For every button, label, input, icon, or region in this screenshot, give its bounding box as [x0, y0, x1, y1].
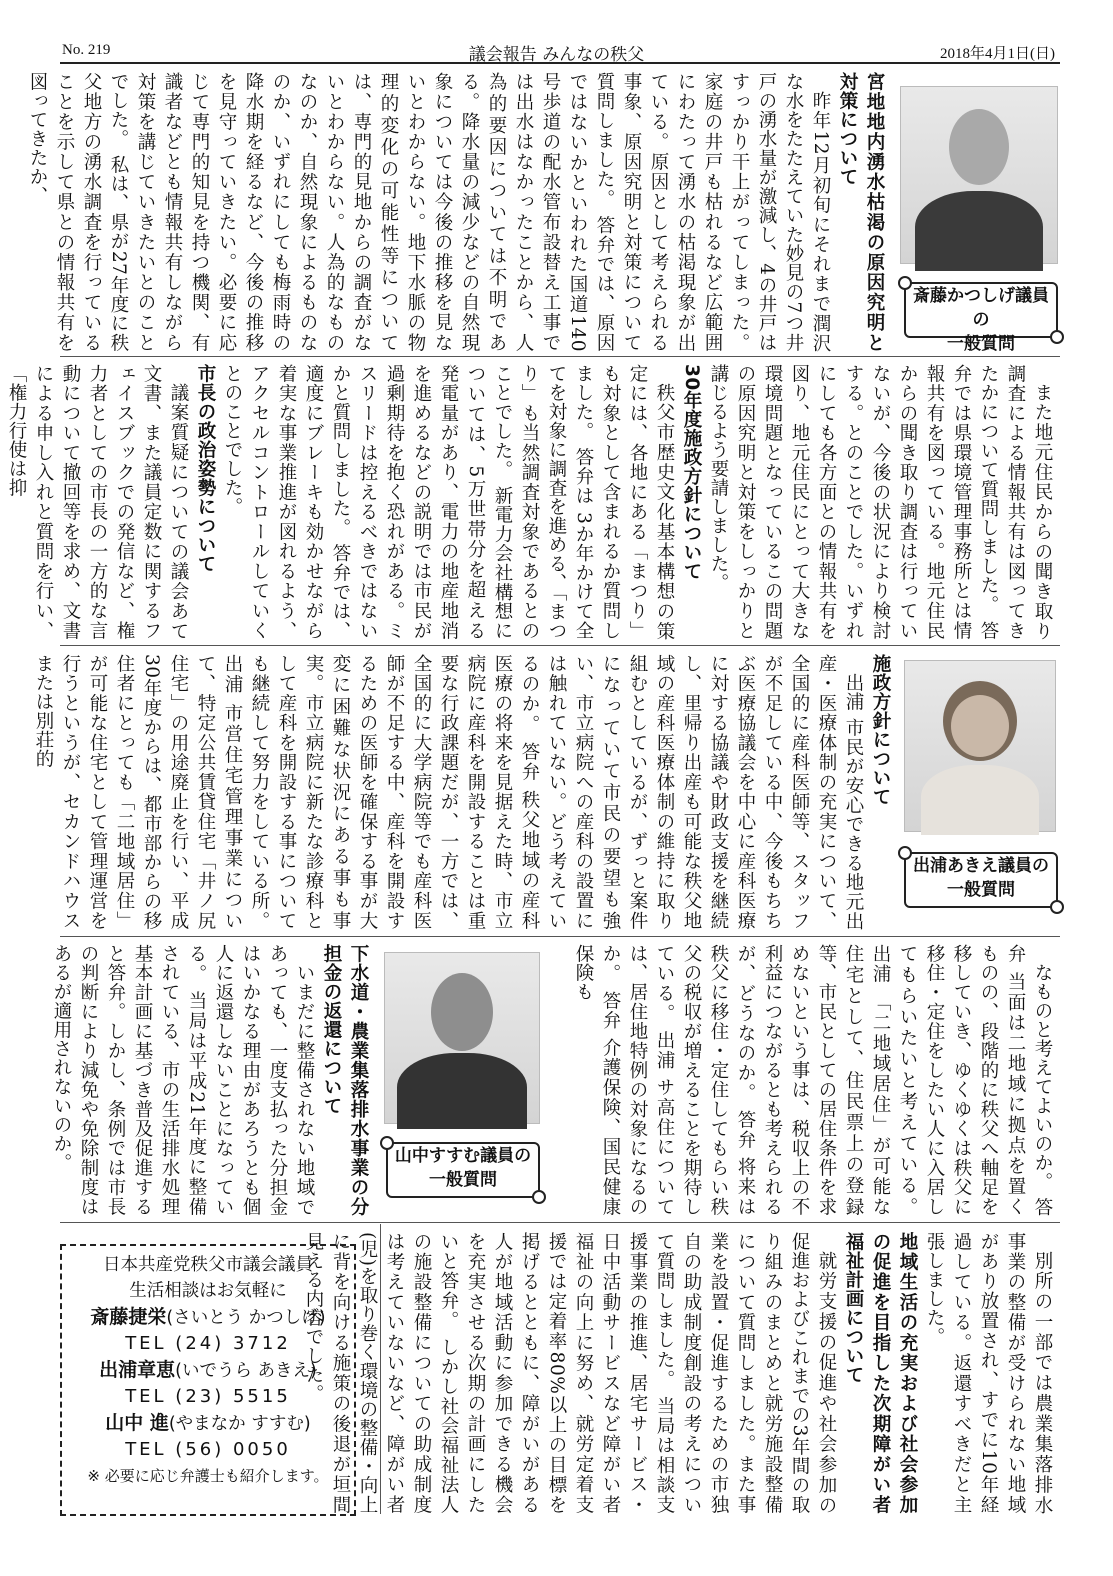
- saito-body-3: 秩父市歴史文化基本構想の策定には、各地にある「まつり」も対象として含まれるか質問しました。 答弁は 3か年かけて全てを対象に調査を進める、「まつり」も当然調査対象であるとのことでした。 新電力会社構想については、5万世帯分を超える発電量があり、電力の地産地消を進めるなどの説明では市民が過剰期待を抱く恐れがある。ミスリードは控えるべきではないかと質問しました。 答弁では、適度にブレーキも効かせながら着実な事業推進が図れるよう、アクセルコントロールしていくとのことでした。: [222, 364, 675, 640]
- saito-heading-2: 30年度施政方針について: [681, 364, 702, 581]
- saito-body-1: 昨年12月初旬にそれまで潤沢な水をたたえていた妙見の7つ井戸の湧水量が激減し、4の井戸はすっかり干上がってしまった。家庭の井戸も枯れるなど広範囲にわたって湧水の枯渇現象が出ている。原因として考えられる事象、原因究明と対策について質問しました。 答弁では、原因ではないかといわれた国道140号歩道の配水管布設替え工事では出水はなかったことから、人為的要因については不明である。降水量の減少などの自然現象については今後の推移を見ないとわからない。地下水脈の物理的変化の可能性等については、専門的見地からの調査がないとわからない。人為的なものなのか、自然現象によるものなのか、いずれにしても梅雨時の降水期を経るなど、今後の推移を見守っていきたい。必要に応じて専門的知見を持つ機関、有識者などとも情報共有しながら対策を講じていきたいとのことでした。 私は、県が27年度に秩父地方の湧水調査を行っていることを示して県との情報共有を図ってきたか、: [27, 72, 831, 352]
- ideura-banner-line1: 出浦あきえ議員の: [913, 856, 1049, 876]
- member-ideura: [62, 1357, 354, 1384]
- ideura-article-1: [33, 654, 894, 930]
- member-name: 出浦章恵: [99, 1359, 176, 1381]
- member-tel: TEL (56) 0050: [125, 1439, 291, 1460]
- yamanaka-photo: [384, 952, 540, 1124]
- yamanaka-banner-line1: 山中すすむ議員の: [394, 1146, 532, 1166]
- member-yamanaka: [62, 1410, 354, 1437]
- member-kana: (やまなか すすむ): [168, 1414, 311, 1434]
- ideura-photo: [904, 660, 1056, 832]
- saito-article-2: [6, 364, 1056, 640]
- ideura-body-2: なものと考えてよいのか。 答弁 当面は二地域に拠点を置くものの、段階的に秩父へ軸足を移していき、ゆくゆくは秩父に移住・定住をしたい人に入居してもらいたいと考えている。 出浦 「二地域居住」が可能な住宅として、住民票上の登録等、市民としての居住条件を求めないという事は、税収上の不利益につながるとも考えられるが、どうなのか。 答弁 将来は秩父に移住・定住してもらい秩父の税収が増えることを期待している。 出浦 サ高住については、居住地特例の対象になるのか。 答弁 介護保険、国民健康保険も: [573, 944, 1053, 1216]
- contact-note: ※ 必要に応じ弁護士も紹介します。: [87, 1467, 329, 1485]
- issue-number: No. 219: [62, 42, 111, 58]
- ideura-body-1: 出浦 市民が安心できる地元出産・医療体制の充実について、全国的に産科医師等、スタッフが不足している中、今後もちちぶ医療協議会を中心に産科医療に対する協議や財政支援を継続し、里帰り出産も可能な秩父地域の産科医療体制の維持に取り組むとしているが、ずっと案件になっていて市民の要望も強い、市立病院への産科の設置には触れていない。どう考えているのか。 答弁 秩父地域の産科医療の将来を見据えた時、市立病院に産科を開設することは重要な行政課題だが、一方では、全国的に大学病院等でも産科医師が不足する中、産科を開設するための医師を確保する事が大変に困難な状況にある事も事実。市立病院に新たな診療科として産科を開設する事についても継続して努力をしている所。 出浦 市営住宅管理事業について、特定公共賃貸住宅「井ノ尻住宅」の用途廃止を行い、平成30年度からは、都市部からの移住者にとっても「二地域居住」が可能な住宅として管理運営を行うというが、セカンドハウスまたは別荘的: [33, 654, 864, 930]
- saito-banner-line1: 斎藤かつしげ議員の: [913, 286, 1049, 330]
- issue-date: 2018年4月1日(日): [940, 46, 1055, 62]
- saito-article-1: [27, 72, 888, 352]
- ideura-heading-1: 施政方針について: [870, 654, 891, 806]
- section-divider: [60, 1222, 1060, 1223]
- member-kana: (いでうら あきえ): [175, 1361, 317, 1381]
- saito-banner: [904, 282, 1058, 354]
- saito-body-2: また地元住民からの聞き取り調査による情報共有は図ってきたかについて質問しました。 答弁では県環境管理事務所とは情報共有を図っている。地元住民からの聞き取り調査は行っていないが、今後の状況により検討する。とのことでした。いずれにしても各方面との情報共有を図り、地元住民にとって大きな環境問題となっているこの問題の原因究明と対策をしっかりと講じるよう要請しました。: [708, 364, 1053, 640]
- ideura-article-2: [560, 944, 1056, 1216]
- saito-heading-3: 市長の政治姿勢について: [195, 364, 216, 573]
- contact-box: [60, 1244, 356, 1516]
- yamanaka-banner-line2: 一般質問: [429, 1170, 497, 1190]
- contact-title: 日本共産党秩父市議会議員: [103, 1255, 313, 1275]
- bottom-body-2: 就労支援の促進や社会参加の促進およびこれまでの3年間の取り組みのまとめと就労施設整備について質問しました。また事業を設置・促進するための市独自の助成制度創設の考えについて質問しました。 当局は相談支援事業の推進、居宅サービス・日中活動サービスなど障がい者福祉の向上に努め、就労定着支援では定着率80%以上の目標を掲げるとともに、障がいがある人が地域活動に参加できる機会を充実させる次期の計画にしたいと答弁。 しかし社会福祉法人の施設整備についての助成制度は考えていないなど、障がい者(児)を取り巻く環境の整備・向上に背を向ける施策の後退が垣間見える内容でした。: [303, 1232, 837, 1514]
- member-saito: [62, 1304, 354, 1331]
- saito-banner-line2: 一般質問: [947, 334, 1015, 354]
- ideura-banner-line2: 一般質問: [947, 880, 1015, 900]
- member-name: 斎藤捷栄: [90, 1306, 167, 1328]
- section-divider: [60, 356, 1060, 357]
- member-kana: (さいとう かつしげ): [166, 1308, 326, 1328]
- section-divider: [60, 645, 1060, 646]
- yamanaka-body: いまだに整備されない地域であっても、一度支払った分担金はいかなる理由があろうとも個人に返還しないことになっている。 当局は平成21年度に整備されている、市の生活排水処理基本計画に基づき普及促進すると答弁。しかし、条例では市長の判断により減免や免除制度はあるが適用されないのか。: [51, 944, 315, 1216]
- member-tel: TEL (23) 5515: [125, 1386, 291, 1407]
- bottom-article: [303, 1232, 1056, 1514]
- member-tel: TEL (24) 3712: [125, 1333, 291, 1354]
- header-rule: [60, 62, 1060, 64]
- bottom-body-1: 別所の一部では農業集落排水事業の整備が受けられない地域があり放置され、すでに10年経過している。返還すべきだと主張しました。: [924, 1232, 1053, 1514]
- ideura-banner: [904, 852, 1058, 908]
- saito-body-4: 議案質疑についての議会あて文書、また議員定数に関するフェイスブックでの発信など、権力者としての市長の一方的な言動について撤回等を求め、文書による申し入れと質問を行い、「権力行使は抑: [6, 364, 189, 640]
- saito-heading-1: 宮地地内湧水枯渇の原因究明と対策について: [837, 72, 885, 352]
- yamanaka-banner: [386, 1142, 540, 1198]
- newsletter-title: 議会報告 みんなの秩父: [468, 45, 645, 65]
- bottom-heading: 地域生活の充実および社会参加の促進を目指した次期障がい者福祉計画について: [843, 1232, 918, 1514]
- yamanaka-article: [51, 944, 372, 1216]
- yamanaka-heading: 下水道・農業集落排水事業の分担金の返還について: [321, 944, 369, 1216]
- member-name: 山中 進: [105, 1412, 169, 1434]
- saito-photo: [900, 86, 1058, 264]
- contact-subtitle: 生活相談はお気軽に: [129, 1281, 287, 1301]
- section-divider: [60, 936, 1060, 937]
